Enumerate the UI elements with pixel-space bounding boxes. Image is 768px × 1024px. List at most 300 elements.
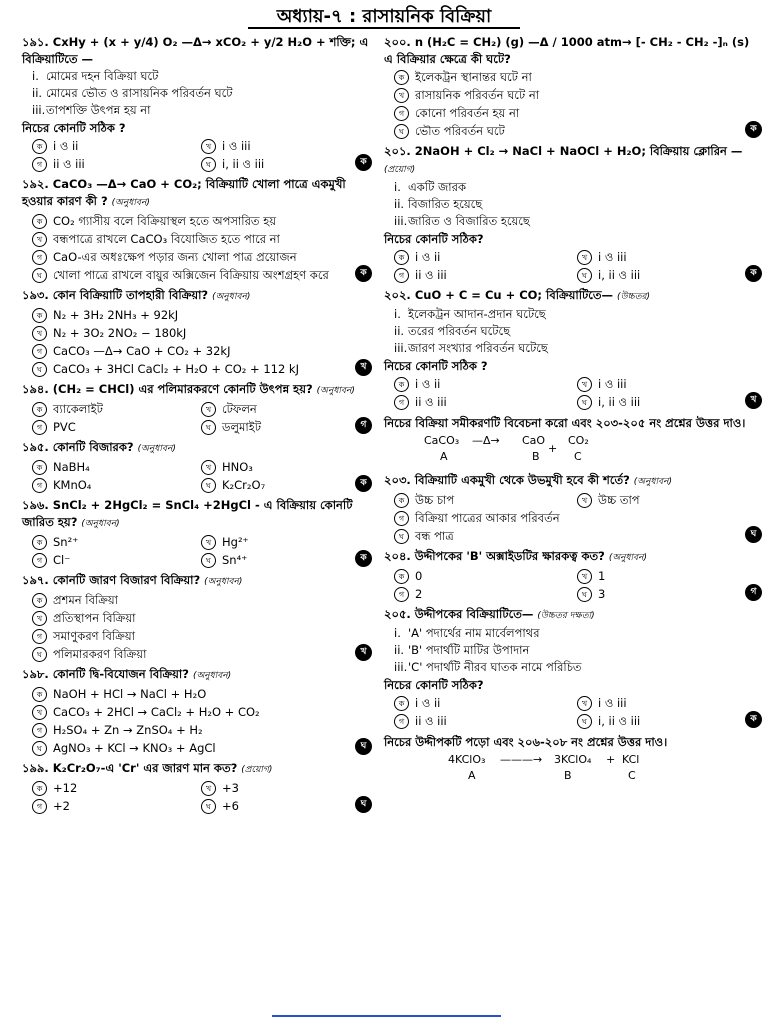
option-1[interactable] [201, 533, 370, 551]
option-0[interactable] [32, 458, 201, 476]
option-text: i, ii ও iii [598, 268, 641, 282]
option-1[interactable] [577, 694, 760, 712]
option-text: প্রশমন বিক্রিয়া [53, 593, 118, 607]
answer-badge: খ [355, 359, 372, 376]
which-is-correct-prompt: নিচের কোনটি সঠিক? [384, 232, 484, 246]
option-letter-circle: ক [32, 308, 47, 323]
question-item [22, 287, 370, 378]
statement-item [22, 68, 370, 85]
option-0[interactable] [32, 306, 370, 324]
option-text: বিক্রিয়া পাত্রের আকার পরিবর্তন [415, 511, 560, 525]
option-text: ii ও iii [415, 714, 447, 728]
option-letter-circle: ক [32, 139, 47, 154]
question-number: ১৯২. [22, 177, 53, 191]
statement-text: জারিত ও বিজারিত হয়েছে [408, 214, 530, 228]
option-letter-circle: খ [32, 326, 47, 341]
statement-text: মোমের ভৌত ও রাসায়নিক পরিবর্তন ঘটে [46, 86, 233, 100]
scheme-c: KCl [622, 753, 640, 766]
statement-item [384, 642, 760, 659]
option-0[interactable] [394, 694, 577, 712]
statement-text: তাপশক্তি উৎপন্ন হয় না [46, 103, 151, 117]
options-list [384, 375, 760, 411]
option-text: টেফলন [222, 402, 257, 416]
option-letter-circle: ঘ [577, 395, 592, 410]
question-number: ১৯১. [22, 35, 53, 49]
option-letter-circle: খ [577, 493, 592, 508]
question-number: ১৯৮. [22, 667, 53, 681]
option-0[interactable] [394, 567, 577, 585]
option-letter-circle: ঘ [394, 529, 409, 544]
question-text: কোনটি জারণ বিজারণ বিক্রিয়া? [52, 573, 205, 587]
option-text: CaCO₃ + 3HCl CaCl₂ + H₂O + CO₂ + 112 kJ [53, 362, 299, 376]
option-letter-circle: ঘ [32, 647, 47, 662]
option-text: বন্ধ পাত্র [415, 529, 454, 543]
option-0[interactable] [32, 212, 370, 230]
question-text: 2NaOH + Cl₂ → NaCl + NaOCl + H₂O; বিক্রিয়ায় ক্লোরিন — [414, 144, 743, 158]
question-item [22, 34, 370, 173]
option-3[interactable] [201, 797, 370, 815]
option-3[interactable] [32, 266, 370, 284]
option-2[interactable] [394, 712, 577, 730]
scheme-c: CO₂ [568, 434, 589, 447]
question-item [22, 381, 370, 436]
option-text: HNO₃ [222, 460, 253, 474]
options-list [384, 68, 760, 140]
question-text: CuO + C = Cu + CO; বিক্রিয়াটিতে— [414, 288, 618, 302]
options-list [22, 458, 370, 494]
statement-numeral: i. [32, 69, 39, 83]
statement-item [384, 625, 760, 642]
option-text: i, ii ও iii [598, 395, 641, 409]
question-stem [384, 472, 760, 491]
question-item [22, 572, 370, 663]
cognitive-level-tag: (অনুধাবন) [111, 198, 150, 208]
option-2[interactable] [32, 155, 201, 173]
option-text: ii ও iii [415, 268, 447, 282]
statement-numeral: ii. [32, 86, 43, 100]
option-letter-circle: খ [201, 781, 216, 796]
question-number: ২০৩. [384, 473, 415, 487]
option-text: Sn²⁺ [53, 535, 79, 549]
cognitive-level-tag: (অনুধাবন) [192, 671, 232, 681]
options-list [384, 491, 760, 545]
option-text: কোনো পরিবর্তন হয় না [415, 106, 520, 120]
options-list [384, 694, 760, 730]
option-2[interactable] [394, 585, 577, 603]
option-letter-circle: ঘ [32, 268, 47, 283]
option-text: ব্যাকেলাইট [53, 402, 103, 416]
option-3[interactable] [32, 645, 370, 663]
option-3[interactable] [201, 155, 370, 173]
option-text: সমাণুকরণ বিক্রিয়া [53, 629, 135, 643]
option-text: ii ও iii [53, 157, 85, 171]
option-1[interactable] [394, 86, 760, 104]
statement-text: 'A' পদার্থের নাম মার্বেলপাথর [408, 626, 540, 640]
option-2[interactable] [394, 104, 760, 122]
option-3[interactable] [577, 712, 760, 730]
scheme-plus: + [606, 753, 616, 766]
option-3[interactable] [394, 122, 760, 140]
option-letter-circle: ঘ [201, 157, 216, 172]
option-letter-circle: ক [394, 569, 409, 584]
options-list [384, 567, 760, 603]
scheme-b: 3KClO₄ [554, 753, 592, 766]
question-item [22, 439, 370, 494]
statement-numeral: ii. [394, 197, 405, 211]
option-text: CO₂ গ্যাসীয় বলে বিক্রিয়াস্থল হতে অপসারিত হয় [53, 214, 277, 228]
option-letter-circle: গ [32, 723, 47, 738]
option-letter-circle: ক [32, 214, 47, 229]
option-text: প্রতিস্থাপন বিক্রিয়া [53, 611, 136, 625]
statement-numeral: i. [394, 180, 401, 194]
scheme-arrow: ———→ [500, 753, 543, 766]
option-letter-circle: ক [32, 593, 47, 608]
option-0[interactable] [32, 137, 201, 155]
page-title: অধ্যায়-৭ : রাসায়নিক বিক্রিয়া [276, 6, 492, 27]
option-1[interactable] [577, 567, 760, 585]
statement-numeral: ii. [394, 643, 405, 657]
option-text: N₂ + 3O₂ 2NO₂ − 180kJ [53, 326, 187, 340]
option-2[interactable] [32, 248, 370, 266]
option-2[interactable] [32, 342, 370, 360]
option-letter-circle: খ [201, 402, 216, 417]
question-stem [22, 287, 370, 306]
option-text: PVC [53, 420, 76, 434]
option-2[interactable] [394, 393, 577, 411]
option-letter-circle: ক [32, 687, 47, 702]
option-text: 3 [598, 587, 606, 601]
question-number: ১৯৭. [22, 573, 53, 587]
statement-numeral: iii. [394, 214, 408, 228]
statement-item [384, 196, 760, 213]
option-letter-circle: খ [32, 611, 47, 626]
answer-badge: ক [745, 711, 762, 728]
question-item [22, 666, 370, 757]
which-is-correct-prompt: নিচের কোনটি সঠিক ? [384, 359, 488, 373]
option-1[interactable] [32, 324, 370, 342]
options-list [22, 779, 370, 815]
question-stem [22, 666, 370, 685]
passage-instruction: নিচের বিক্রিয়া সমীকরণটি বিবেচনা করো এবং ২০৩-২০৫ নং প্রশ্নের উত্তর দাও। [384, 416, 746, 430]
question-stem [22, 497, 370, 533]
option-letter-circle: খ [577, 250, 592, 265]
option-letter-circle: গ [32, 553, 47, 568]
option-letter-circle: ক [394, 696, 409, 711]
footer-link-underline[interactable] [272, 993, 501, 1017]
answer-badge: ক [745, 265, 762, 282]
right-column [384, 34, 760, 791]
option-1[interactable] [577, 491, 760, 509]
option-3[interactable] [577, 266, 760, 284]
option-text: i ও iii [598, 696, 627, 710]
statement-item [22, 102, 370, 119]
question-text: K₂Cr₂O₇-এ 'Cr' এর জারণ মান কত? [52, 761, 242, 775]
passage-instruction: নিচের উদ্দীপকটি পড়ো এবং ২০৬-২০৮ নং প্রশ্নের উত্তর দাও। [384, 735, 668, 749]
option-text: 0 [415, 569, 423, 583]
scheme-b: CaO [522, 434, 546, 447]
answer-badge: খ [745, 392, 762, 409]
statement-item [22, 85, 370, 102]
question-text: উদ্দীপকের 'B' অক্সাইডটির ক্ষারকত্ব কত? [414, 549, 609, 563]
question-stem [22, 176, 370, 212]
option-0[interactable] [32, 400, 201, 418]
options-list [22, 400, 370, 436]
option-1[interactable] [32, 609, 370, 627]
question-stem [22, 381, 370, 400]
question-item [384, 548, 760, 603]
option-text: i, ii ও iii [222, 157, 265, 171]
option-3[interactable] [32, 360, 370, 378]
cognitive-level-tag: (অনুধাবন) [608, 553, 648, 563]
option-3[interactable] [32, 739, 370, 757]
scheme-lb: B [564, 769, 572, 782]
question-number: ২০৫. [384, 607, 415, 621]
option-2[interactable] [32, 476, 201, 494]
option-letter-circle: ঘ [394, 124, 409, 139]
option-3[interactable] [201, 476, 370, 494]
question-number: ১৯৩. [22, 288, 53, 302]
question-stem [384, 143, 760, 179]
cognitive-level-tag: (অনুধাবন) [633, 477, 673, 487]
statement-text: তরের পরিবর্তন ঘটেছে [408, 324, 511, 338]
which-is-correct-prompt: নিচের কোনটি সঠিক ? [22, 121, 126, 135]
option-2[interactable] [32, 551, 201, 569]
option-text: +2 [53, 799, 70, 813]
option-letter-circle: ক [32, 460, 47, 475]
question-text: CxHy + (x + y/4) O₂ —Δ→ xCO₂ + y/2 H₂O + শক্তি; এ বিক্রিয়াটিতে — [22, 35, 369, 66]
question-number: ২০১. [384, 144, 415, 158]
option-letter-circle: গ [394, 106, 409, 121]
option-3[interactable] [394, 527, 760, 545]
option-text: i, ii ও iii [598, 714, 641, 728]
question-number: ১৯৯. [22, 761, 53, 775]
option-letter-circle: ক [32, 402, 47, 417]
option-letter-circle: ক [394, 493, 409, 508]
option-0[interactable] [394, 68, 760, 86]
scheme-a: 4KClO₃ [448, 753, 486, 766]
options-list [22, 591, 370, 663]
option-letter-circle: গ [32, 799, 47, 814]
option-letter-circle: ক [394, 70, 409, 85]
option-text: NaOH + HCl → NaCl + H₂O [53, 687, 207, 701]
option-text: AgNO₃ + KCl → KNO₃ + AgCl [53, 741, 216, 755]
question-stem [384, 34, 760, 68]
option-letter-circle: খ [201, 535, 216, 550]
option-letter-circle: খ [32, 705, 47, 720]
option-text: বন্ধপাত্রে রাখলে CaCO₃ বিযোজিত হতে পারে না [53, 232, 280, 246]
cognitive-level-tag: (অনুধাবন) [212, 292, 251, 302]
option-0[interactable] [394, 248, 577, 266]
option-text: i ও ii [53, 139, 79, 153]
option-text: i ও ii [415, 250, 441, 264]
option-text: খোলা পাত্রে রাখলে বায়ুর অক্সিজেন বিক্রিয়ায় অংশগ্রহণ করে [53, 268, 329, 282]
option-text: H₂SO₄ + Zn → ZnSO₄ + H₂ [53, 723, 203, 737]
answer-badge: ক [745, 121, 762, 138]
answer-badge: খ [355, 644, 372, 661]
statement-item [384, 323, 760, 340]
title-underline [248, 27, 520, 29]
option-text: 2 [415, 587, 423, 601]
option-text: 1 [598, 569, 606, 583]
question-stem [384, 548, 760, 567]
options-list [22, 306, 370, 378]
option-2[interactable] [394, 509, 760, 527]
statement-numeral: iii. [32, 103, 46, 117]
question-text: উদ্দীপকের বিক্রিয়াটিতে— [414, 607, 538, 621]
option-letter-circle: গ [32, 420, 47, 435]
cognitive-level-tag: (অনুধাবন) [137, 444, 176, 454]
answer-badge: গ [745, 584, 762, 601]
option-0[interactable] [32, 533, 201, 551]
option-text: i ও ii [415, 377, 441, 391]
statement-numeral: i. [394, 307, 401, 321]
option-0[interactable] [32, 591, 370, 609]
option-0[interactable] [32, 779, 201, 797]
option-text: i ও iii [598, 250, 627, 264]
statement-numeral: ii. [394, 324, 405, 338]
option-3[interactable] [201, 418, 370, 436]
option-1[interactable] [32, 703, 370, 721]
option-2[interactable] [32, 797, 201, 815]
option-letter-circle: ঘ [32, 362, 47, 377]
question-stem [22, 34, 370, 68]
statement-item [384, 306, 760, 323]
option-1[interactable] [201, 137, 370, 155]
option-text: K₂Cr₂O₇ [222, 478, 266, 492]
option-letter-circle: খ [201, 139, 216, 154]
question-item [384, 34, 760, 140]
left-column [22, 34, 370, 818]
option-3[interactable] [577, 585, 760, 603]
cognitive-level-tag: (প্রয়োগ) [384, 165, 416, 175]
options-list [384, 248, 760, 284]
option-letter-circle: খ [577, 569, 592, 584]
question-item [22, 176, 370, 284]
answer-badge: ঘ [355, 738, 372, 755]
statement-text: বিজারিত হয়েছে [408, 197, 483, 211]
scheme-arrow: —Δ→ [472, 434, 500, 447]
cognitive-level-tag: (প্রয়োগ) [241, 765, 273, 775]
option-letter-circle: ক [32, 535, 47, 550]
option-text: +6 [222, 799, 239, 813]
question-text: কোনটি দ্বি-বিযোজন বিক্রিয়া? [52, 667, 193, 681]
options-list [22, 212, 370, 284]
statement-text: 'C' পদার্থটি নীরব ঘাতক নামে পরিচিত [408, 660, 582, 674]
answer-badge: ক [355, 550, 372, 567]
question-text: কোন বিক্রিয়াটি তাপহারী বিক্রিয়া? [52, 288, 213, 302]
option-letter-circle: গ [32, 250, 47, 265]
question-text: SnCl₂ + 2HgCl₂ = SnCl₄ +2HgCl - এ বিক্রিয়ায় কোনটি জারিত হয়? [22, 498, 353, 529]
option-3[interactable] [201, 551, 370, 569]
option-letter-circle: গ [394, 714, 409, 729]
option-2[interactable] [32, 627, 370, 645]
statement-numeral: i. [394, 626, 401, 640]
option-letter-circle: ঘ [577, 714, 592, 729]
statement-text: একটি জারক [408, 180, 467, 194]
question-stem [384, 287, 760, 306]
option-letter-circle: খ [394, 88, 409, 103]
option-text: ইলেকট্রন স্থানান্তর ঘটে না [415, 70, 532, 84]
option-letter-circle: ক [394, 250, 409, 265]
option-0[interactable] [32, 685, 370, 703]
option-letter-circle: গ [394, 587, 409, 602]
option-1[interactable] [201, 779, 370, 797]
answer-badge: ঘ [745, 526, 762, 543]
option-3[interactable] [577, 393, 760, 411]
option-1[interactable] [32, 230, 370, 248]
scheme-la: A [468, 769, 476, 782]
option-2[interactable] [32, 721, 370, 739]
question-stem [22, 760, 370, 779]
option-text: Hg²⁺ [222, 535, 249, 549]
answer-badge: ক [355, 475, 372, 492]
answer-badge: গ [355, 417, 372, 434]
question-item [384, 472, 760, 545]
question-stem [22, 572, 370, 591]
option-1[interactable] [577, 248, 760, 266]
option-letter-circle: গ [394, 395, 409, 410]
cognitive-level-tag: (উচ্চতর দক্ষতা) [537, 611, 595, 621]
statement-text: মোমের দহন বিক্রিয়া ঘটে [46, 69, 159, 83]
scheme-a: CaCO₃ [424, 434, 460, 447]
option-text: CaCO₃ + 2HCl → CaCl₂ + H₂O + CO₂ [53, 705, 260, 719]
option-text: CaCO₃ —Δ→ CaO + CO₂ + 32kJ [53, 344, 231, 358]
option-0[interactable] [394, 375, 577, 393]
option-letter-circle: খ [577, 377, 592, 392]
option-1[interactable] [201, 400, 370, 418]
option-0[interactable] [394, 491, 577, 509]
question-number: ১৯৬. [22, 498, 53, 512]
option-2[interactable] [394, 266, 577, 284]
question-stem [22, 439, 370, 458]
option-letter-circle: গ [32, 157, 47, 172]
question-text: কোনটি বিজারক? [52, 440, 138, 454]
option-2[interactable] [32, 418, 201, 436]
option-letter-circle: খ [32, 232, 47, 247]
option-text: রাসায়নিক পরিবর্তন ঘটে না [415, 88, 540, 102]
question-number: ২০০. [384, 35, 415, 49]
option-letter-circle: ঘ [201, 478, 216, 493]
cognitive-level-tag: (উচ্চতর) [617, 292, 651, 302]
question-item [384, 606, 760, 730]
question-number: ১৯৪. [22, 382, 53, 396]
option-letter-circle: ঘ [201, 420, 216, 435]
option-letter-circle: ঘ [201, 553, 216, 568]
options-list [22, 533, 370, 569]
option-1[interactable] [577, 375, 760, 393]
option-text: উচ্চ তাপ [598, 493, 640, 507]
option-text: ডলুমাইট [222, 420, 262, 434]
option-text: NaBH₄ [53, 460, 90, 474]
option-text: +3 [222, 781, 239, 795]
question-text: বিক্রিয়াটি একমুখী থেকে উভমুখী হবে কী শর্তে? [414, 473, 634, 487]
cognitive-level-tag: (অনুধাবন) [81, 519, 120, 529]
cognitive-level-tag: (অনুধাবন) [204, 577, 243, 587]
statement-item [384, 340, 760, 357]
which-is-correct-prompt: নিচের কোনটি সঠিক? [384, 678, 484, 692]
option-letter-circle: ঘ [32, 741, 47, 756]
option-text: Cl⁻ [53, 553, 71, 567]
question-text: (CH₂ = CHCl) এর পলিমারকরণে কোনটি উৎপন্ন হয়? [52, 382, 317, 396]
option-text: ভৌত পরিবর্তন ঘটে [415, 124, 505, 138]
option-text: i ও iii [598, 377, 627, 391]
question-stem [384, 606, 760, 625]
statement-numeral: iii. [394, 341, 408, 355]
option-text: উচ্চ চাপ [415, 493, 455, 507]
option-letter-circle: গ [394, 511, 409, 526]
option-1[interactable] [201, 458, 370, 476]
reaction-scheme [384, 434, 760, 468]
